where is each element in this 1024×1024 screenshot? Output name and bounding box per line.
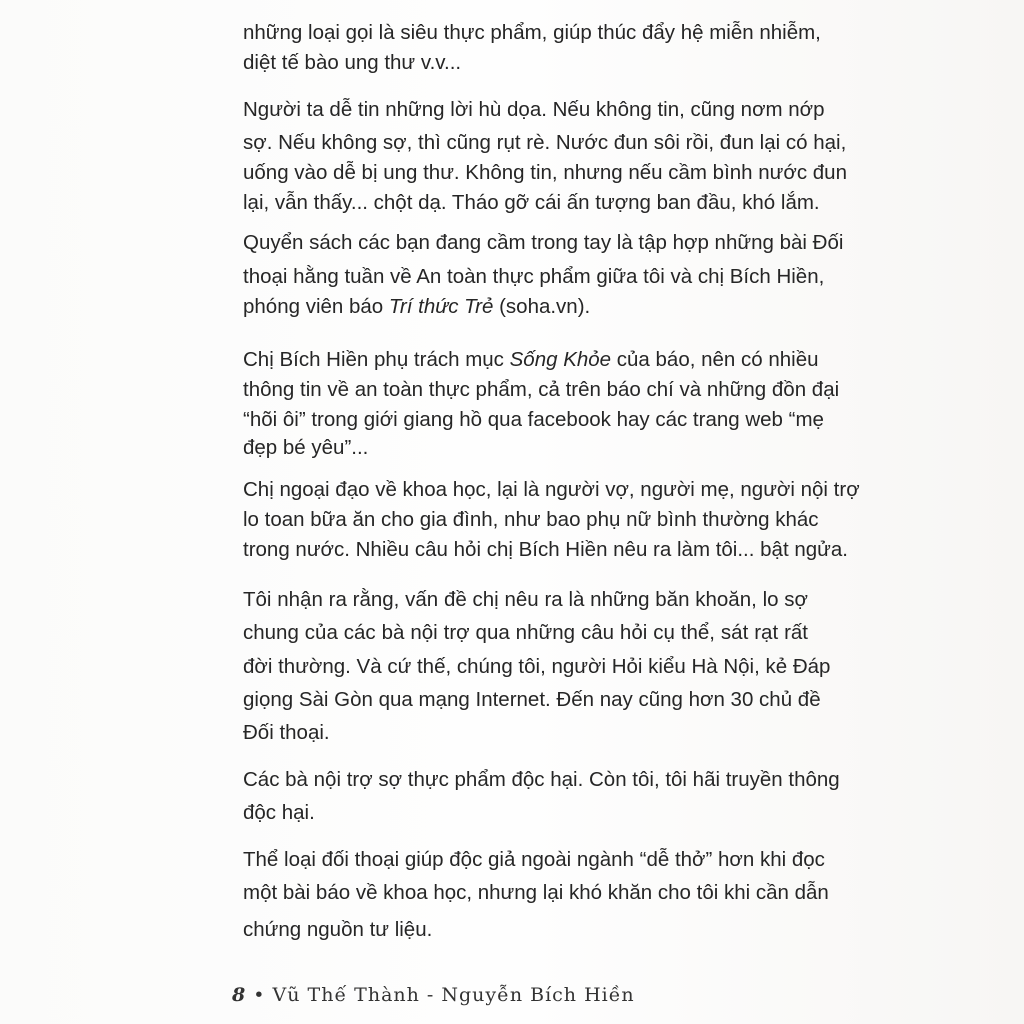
column-name: Sống Khỏe: [509, 348, 612, 371]
text-line: đẹp bé yêu”...: [243, 436, 369, 459]
text-line: giọng Sài Gòn qua mạng Internet. Đến nay cũng hơn 30 chủ đề: [243, 688, 821, 711]
text-line: Chị ngoại đạo về khoa học, lại là người vợ, người mẹ, người nội trợ: [243, 478, 860, 501]
text-line: thông tin về an toàn thực phẩm, cả trên báo chí và những đồn đại: [243, 378, 840, 401]
page-footer: [232, 984, 635, 1006]
text-line: uống vào dễ bị ung thư. Không tin, nhưng nếu cầm bình nước đun: [243, 161, 847, 184]
text-line: Các bà nội trợ sợ thực phẩm độc hại. Còn tôi, tôi hãi truyền thông: [243, 768, 840, 791]
text-line: Thể loại đối thoại giúp độc giả ngoài ngành “dễ thở” hơn khi đọc: [243, 848, 825, 871]
text-line: Tôi nhận ra rằng, vấn đề chị nêu ra là những băn khoăn, lo sợ: [243, 588, 808, 611]
text-line: Người ta dễ tin những lời hù dọa. Nếu không tin, cũng nơm nớp: [243, 98, 825, 121]
text-line: lại, vẫn thấy... chột dạ. Tháo gỡ cái ấn tượng ban đầu, khó lắm.: [243, 191, 820, 214]
text-line: Đối thoại.: [243, 721, 330, 744]
text-line: đời thường. Và cứ thế, chúng tôi, người Hỏi kiểu Hà Nội, kẻ Đáp: [243, 655, 831, 678]
text-segment: phóng viên báo: [243, 295, 389, 318]
text-segment: (soha.vn).: [493, 295, 591, 318]
page-number: 8: [232, 984, 247, 1006]
text-line: lo toan bữa ăn cho gia đình, như bao phụ nữ bình thường khác: [243, 508, 819, 531]
text-segment: của báo, nên có nhiều: [611, 348, 819, 371]
text-line: một bài báo về khoa học, nhưng lại khó khăn cho tôi khi cần dẫn: [243, 881, 829, 904]
text-line: diệt tế bào ung thư v.v...: [243, 51, 462, 74]
footer-separator: •: [253, 984, 266, 1006]
text-line: thoại hằng tuần về An toàn thực phẩm giữa tôi và chị Bích Hiền,: [243, 265, 825, 288]
text-line: chứng nguồn tư liệu.: [243, 918, 433, 941]
newspaper-name: Trí thức Trẻ: [388, 295, 494, 318]
text-line: sợ. Nếu không sợ, thì cũng rụt rè. Nước đun sôi rồi, đun lại có hại,: [243, 131, 847, 154]
text-line: những loại gọi là siêu thực phẩm, giúp thúc đẩy hệ miễn nhiễm,: [243, 21, 821, 44]
text-line: [243, 345, 819, 375]
text-line: chung của các bà nội trợ qua những câu hỏi cụ thể, sát rạt rất: [243, 621, 808, 644]
text-line: Quyển sách các bạn đang cầm trong tay là tập hợp những bài Đối: [243, 231, 844, 254]
footer-authors: Vũ Thế Thành - Nguyễn Bích Hiền: [272, 984, 635, 1006]
text-line: trong nước. Nhiều câu hỏi chị Bích Hiền nêu ra làm tôi... bật ngửa.: [243, 538, 848, 561]
text-line: “hõi ôi” trong giới giang hồ qua facebook hay các trang web “mẹ: [243, 408, 824, 431]
text-line: [243, 292, 808, 322]
text-segment: Chị Bích Hiền phụ trách mục: [243, 348, 510, 371]
text-line: độc hại.: [243, 801, 315, 824]
